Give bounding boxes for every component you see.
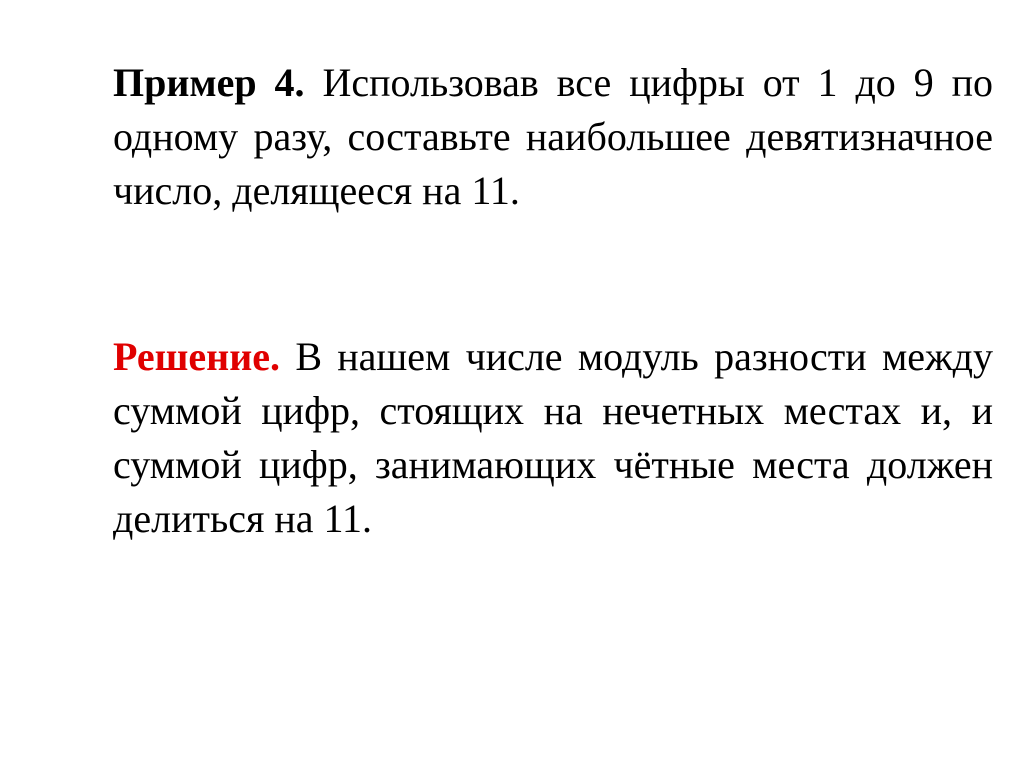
problem-text: Использовав все цифры от 1 до 9 по одному разу, составьте наибольшее девятизначное число, делящееся на 11. — [113, 60, 994, 213]
problem-label: Пример 4. — [113, 60, 305, 105]
solution-text: В нашем числе модуль разности между суммой цифр, стоящих на нечетных местах и, и суммой цифр, занимающих чётные места должен делиться на 11. — [113, 334, 994, 541]
solution-paragraph — [113, 330, 993, 546]
problem-paragraph — [113, 56, 993, 218]
solution-label: Решение. — [113, 334, 281, 379]
